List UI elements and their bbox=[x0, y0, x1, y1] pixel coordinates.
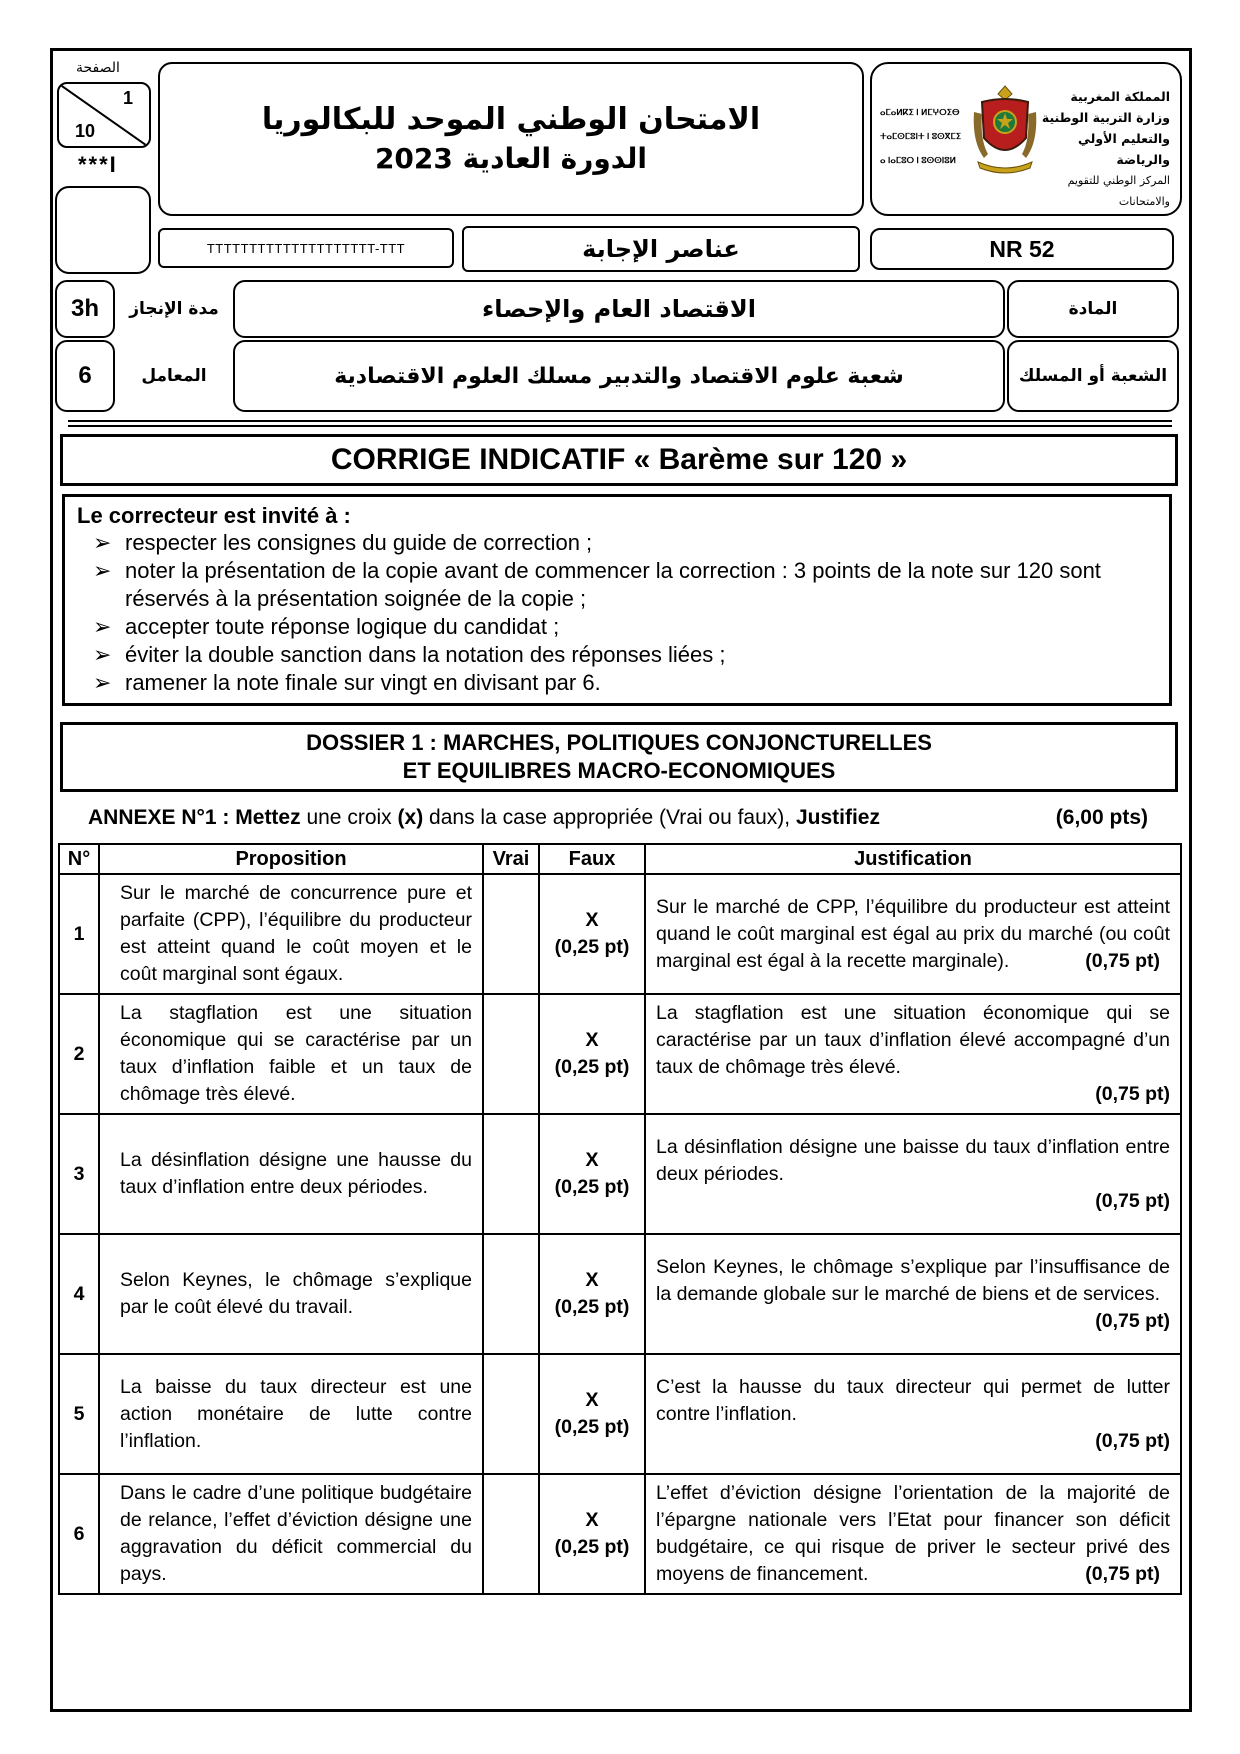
justification-text: Sur le marché de CPP, l’équilibre du producteur est atteint quand le coût marginal est égal au prix du marché (ou coût marginal est égal à la recette marginale). bbox=[656, 895, 1170, 972]
justification-text: La stagflation est une situation économique qui se caractérise par un taux d’inflation élevé accompagné d’un taux de chômage très élevé. bbox=[656, 1002, 1170, 1078]
branch: شعبة علوم الاقتصاد والتدبير مسلك العلوم الاقتصادية bbox=[334, 363, 904, 389]
arrow-bullet-icon: ➢ bbox=[93, 642, 112, 667]
instructions-box bbox=[62, 494, 1172, 706]
instruction-item: ➢ ramener la note finale sur vingt en divisant par 6. bbox=[93, 670, 601, 695]
branch-label-box bbox=[1007, 340, 1179, 412]
subject-label-box bbox=[1007, 280, 1179, 338]
ref-code-box bbox=[870, 228, 1174, 270]
branch-box bbox=[233, 340, 1005, 412]
justification-cell bbox=[645, 994, 1181, 1114]
justification-points: (0,75 pt) bbox=[1085, 949, 1160, 972]
arrow-bullet-icon: ➢ bbox=[93, 670, 112, 695]
faux-points: (0,25 pt) bbox=[554, 936, 630, 958]
dossier-title-line-2: ET EQUILIBRES MACRO-ECONOMIQUES bbox=[402, 758, 836, 783]
dossier-title-box bbox=[60, 722, 1178, 792]
subject: الاقتصاد العام والإحصاء bbox=[482, 295, 756, 323]
justification-text: Selon Keynes, le chômage s’explique par l’insuffisance de la demande globale sur le marché de biens et de services. bbox=[656, 1255, 1170, 1305]
page-number-box bbox=[57, 82, 151, 148]
duration-value-box bbox=[55, 280, 115, 338]
page-label: الصفحة bbox=[76, 60, 120, 76]
exam-title: الامتحان الوطني الموحد للبكالوريا bbox=[261, 102, 761, 137]
duration-label: مدة الإنجاز bbox=[129, 299, 219, 319]
page-current: 1 bbox=[122, 88, 133, 108]
annexe-instruction: ANNEXE N°1 : Mettez une croix (x) dans la case appropriée (Vrai ou faux), Justifiez (6,00 pts) bbox=[88, 804, 1148, 832]
vrai-cell bbox=[483, 994, 539, 1114]
instructions-heading: Le correcteur est invité à : bbox=[77, 503, 351, 528]
table-row bbox=[59, 874, 1181, 994]
branch-label: الشعبة أو المسلك bbox=[1018, 366, 1168, 386]
faux-mark: X bbox=[585, 1149, 599, 1171]
header-separator-1 bbox=[68, 420, 1172, 422]
row-number: 6 bbox=[59, 1474, 99, 1594]
corrige-title-box bbox=[60, 434, 1178, 486]
proposition-cell: La désinflation désigne une hausse du taux d’inflation entre deux périodes. bbox=[99, 1114, 483, 1234]
faux-mark: X bbox=[585, 1509, 599, 1531]
justification-cell bbox=[645, 874, 1181, 994]
coefficient-label: المعامل bbox=[141, 366, 207, 386]
column-header: Proposition bbox=[99, 844, 483, 874]
corrige-title: CORRIGE INDICATIF « Barème sur 120 » bbox=[330, 443, 908, 476]
justification-points: (0,75 pt) bbox=[1095, 1083, 1170, 1105]
faux-cell bbox=[539, 1354, 645, 1474]
faux-points: (0,25 pt) bbox=[554, 1416, 630, 1438]
vrai-cell bbox=[483, 1354, 539, 1474]
page-number-divider bbox=[59, 84, 151, 148]
vrai-cell bbox=[483, 1234, 539, 1354]
column-header: Faux bbox=[539, 844, 645, 874]
column-header: N° bbox=[59, 844, 99, 874]
faux-mark: X bbox=[585, 1029, 599, 1051]
subject-label: المادة bbox=[1068, 299, 1118, 319]
faux-mark: X bbox=[585, 1389, 599, 1411]
faux-points: (0,25 pt) bbox=[554, 1176, 630, 1198]
justification-points: (0,75 pt) bbox=[1095, 1309, 1170, 1332]
faux-points: (0,25 pt) bbox=[554, 1536, 630, 1558]
instruction-item: ➢ noter la présentation de la copie avant de commencer la correction : 3 points de la note sur 120 sont réservés à la présentation soignée de la copie ; bbox=[93, 558, 1101, 611]
justification-points: (0,75 pt) bbox=[1095, 1189, 1170, 1212]
table-row bbox=[59, 1234, 1181, 1354]
proposition-cell: Sur le marché de concurrence pure et parfaite (CPP), l’équilibre du producteur est atteint quand le coût moyen et le coût marginal sont égaux. bbox=[99, 874, 483, 994]
instruction-item: ➢ respecter les consignes du guide de correction ; bbox=[93, 530, 593, 555]
row-number: 5 bbox=[59, 1354, 99, 1474]
header-separator-2 bbox=[68, 425, 1172, 427]
vrai-cell bbox=[483, 874, 539, 994]
tifinagh-block: ⴰⵎⴰⵍⴽⵉ ⵏ ⵍⵎⵖⵔⵉⴱ ⵜⴰⵎⵙⵎⵓⵏⵜ ⵏ ⵓⵙⴳⵎⵉ ⴰ ⵏⴰⵎⵓⵔ ⵏ ⵓⵙⵙⵏⵓⵍ bbox=[880, 107, 962, 165]
answer-elements-box bbox=[462, 226, 860, 272]
instruction-item: ➢ éviter la double sanction dans la notation des réponses liées ; bbox=[93, 642, 726, 667]
duration-value: 3h bbox=[70, 295, 99, 322]
coefficient-value-box bbox=[55, 340, 115, 412]
subject-box bbox=[233, 280, 1005, 338]
faux-cell bbox=[539, 1474, 645, 1594]
dossier-title-line-1: DOSSIER 1 : MARCHES, POLITIQUES CONJONCTURELLES bbox=[306, 730, 932, 755]
proposition-cell: Selon Keynes, le chômage s’explique par le coût élevé du travail. bbox=[99, 1234, 483, 1354]
table-row bbox=[59, 1354, 1181, 1474]
annexe-points: (6,00 pts) bbox=[1055, 806, 1148, 829]
faux-mark: X bbox=[585, 909, 599, 931]
blank-box bbox=[55, 186, 151, 274]
justification-cell bbox=[645, 1234, 1181, 1354]
duration-label-cell bbox=[115, 280, 233, 338]
faux-mark: X bbox=[585, 1269, 599, 1291]
proposition-cell: La stagflation est une situation économique qui se caractérise par un taux d’inflation faible et un taux de chômage très élevé. bbox=[99, 994, 483, 1114]
exam-title-box bbox=[158, 62, 864, 216]
column-header: Justification bbox=[645, 844, 1181, 874]
arrow-bullet-icon: ➢ bbox=[93, 558, 112, 583]
exam-session: الدورة العادية 2023 bbox=[374, 142, 648, 175]
instruction-item: ➢ accepter toute réponse logique du candidat ; bbox=[93, 614, 560, 639]
code-line: TTTTTTTTTTTTTTTTTTTT-TTT bbox=[206, 240, 406, 256]
justification-text: La désinflation désigne une baisse du taux d’inflation entre deux périodes. bbox=[656, 1135, 1170, 1185]
table-row bbox=[59, 1474, 1181, 1594]
ref-code: NR 52 bbox=[989, 235, 1055, 262]
arrow-bullet-icon: ➢ bbox=[93, 614, 112, 639]
code-box bbox=[158, 228, 454, 268]
justification-cell bbox=[645, 1474, 1181, 1594]
faux-points: (0,25 pt) bbox=[554, 1296, 630, 1318]
justification-cell bbox=[645, 1114, 1181, 1234]
justification-points: (0,75 pt) bbox=[1085, 1563, 1160, 1585]
row-number: 3 bbox=[59, 1114, 99, 1234]
justification-cell bbox=[645, 1354, 1181, 1474]
row-number: 1 bbox=[59, 874, 99, 994]
page-total: 10 bbox=[75, 121, 96, 141]
faux-cell bbox=[539, 1114, 645, 1234]
annexe-table bbox=[58, 843, 1182, 1595]
arrow-bullet-icon: ➢ bbox=[93, 530, 112, 555]
faux-cell bbox=[539, 994, 645, 1114]
coat-of-arms-icon bbox=[972, 82, 1038, 174]
proposition-cell: La baisse du taux directeur est une action monétaire de lutte contre l’inflation. bbox=[99, 1354, 483, 1474]
table-row bbox=[59, 1114, 1181, 1234]
column-header: Vrai bbox=[483, 844, 539, 874]
exam-marker: ***I bbox=[78, 152, 118, 177]
vrai-cell bbox=[483, 1474, 539, 1594]
answer-elements: عناصر الإجابة bbox=[582, 235, 740, 263]
faux-cell bbox=[539, 874, 645, 994]
ministry-box bbox=[870, 62, 1182, 216]
faux-cell bbox=[539, 1234, 645, 1354]
faux-points: (0,25 pt) bbox=[554, 1056, 630, 1078]
justification-text: L’effet d’éviction désigne l’orientation de la majorité de l’épargne nationale vers l’Etat pour financer son déficit budgétaire, ce qui risque de priver le secteur privé des moyens de financement. bbox=[656, 1482, 1170, 1585]
row-number: 2 bbox=[59, 994, 99, 1114]
justification-text: C’est la hausse du taux directeur qui permet de lutter contre l’inflation. bbox=[656, 1375, 1170, 1425]
vrai-cell bbox=[483, 1114, 539, 1234]
row-number: 4 bbox=[59, 1234, 99, 1354]
coefficient-value: 6 bbox=[78, 362, 92, 389]
justification-points: (0,75 pt) bbox=[1095, 1429, 1170, 1452]
table-row bbox=[59, 994, 1181, 1114]
proposition-cell: Dans le cadre d’une politique budgétaire de relance, l’effet d’éviction désigne une aggravation du déficit commercial du pays. bbox=[99, 1474, 483, 1594]
coefficient-label-cell bbox=[115, 340, 233, 412]
kingdom-block: المملكة المغربية وزارة التربية الوطنية والتعليم الأولي والرياضة المركز الوطني للتقويم والامتحانات bbox=[1041, 89, 1170, 208]
table-header-row bbox=[59, 844, 1181, 874]
